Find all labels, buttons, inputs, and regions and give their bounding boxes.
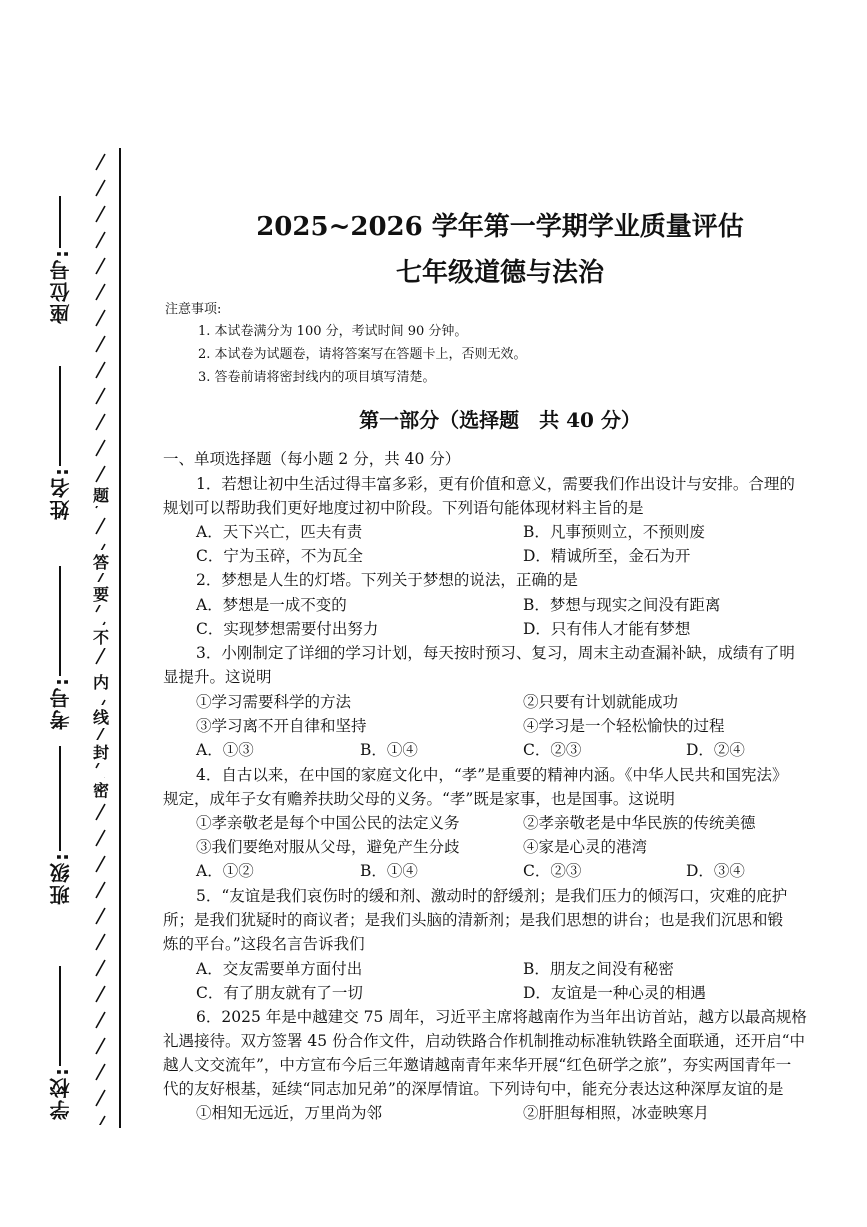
seal-dash [96, 1038, 105, 1054]
seat-label: 座位号: [48, 248, 73, 324]
seat-field [40, 190, 80, 324]
seal-dash [96, 362, 105, 378]
question-3-option-a: A．①③ [196, 741, 254, 759]
question-1-option-b: B．凡事预则立，不预则废 [523, 523, 705, 541]
question-3-statement-2: ②只要有计划就能成功 [523, 693, 679, 711]
question-3-statement-4: ④学习是一个轻松愉快的过程 [523, 717, 725, 735]
subject-title: 七年级道德与法治 [395, 258, 604, 288]
seal-dash [96, 1012, 105, 1028]
class-blank-line [59, 746, 61, 851]
question-4-option-b: B．①④ [360, 862, 418, 880]
seal-dash [96, 856, 105, 872]
question-1-stem: 规划可以帮助我们更好地度过初中阶段。下列语句能体现材料主旨的是 [163, 499, 644, 517]
name-blank-line [59, 366, 61, 466]
note-item: 2. 本试卷为试题卷，请将答案写在答题卡上，否则无效。 [198, 347, 527, 362]
part-title: 第一部分（选择题 共 40 分） [359, 408, 641, 432]
question-5-option-b: B．朋友之间没有秘密 [523, 960, 674, 978]
seal-dash [96, 1064, 105, 1080]
exam-no-label: 考号: [48, 676, 73, 730]
question-2-option-c: C．实现梦想需要付出努力 [196, 620, 379, 638]
question-3-option-d: D．②④ [686, 741, 745, 759]
question-5-stem: 所；是我们犹疑时的商议者；是我们头脑的清新剂；是我们思想的讲台；也是我们沉思和锻 [163, 911, 784, 929]
question-1-option-c: C．宁为玉碎，不为瓦全 [196, 547, 363, 565]
question-3-statement-1: ①学习需要科学的方法 [196, 693, 352, 711]
seal-char: 不 [88, 625, 114, 648]
class-label: 班级: [48, 851, 73, 905]
question-6-stem: 代的友好根基，延续“同志加兄弟”的深厚情谊。下列诗句中，能充分表达这种深厚友谊的是 [163, 1080, 784, 1098]
seal-dash [96, 206, 105, 222]
school-blank-line [59, 966, 61, 1066]
seal-dash [96, 388, 105, 404]
question-3-option-b: B．①④ [360, 741, 418, 759]
seal-dash [96, 960, 105, 976]
seal-dash [96, 414, 105, 430]
seal-dash [96, 648, 105, 664]
question-3-stem: 3．小刚制定了详细的学习计划，每天按时预习、复习，周末主动查漏补缺，成绩有了明 [196, 644, 795, 662]
notes-heading: 注意事项: [165, 302, 222, 317]
seal-dash [96, 882, 105, 898]
question-5-option-d: D．友谊是一种心灵的相遇 [523, 984, 706, 1002]
seal-dash [96, 986, 105, 1002]
seal-char: 密 [88, 778, 114, 801]
question-4-statement-3: ③我们要绝对服从父母，避免产生分歧 [196, 838, 460, 856]
seal-dash [96, 284, 105, 300]
section-title: 一、单项选择题（每小题 2 分，共 40 分） [163, 450, 461, 468]
question-5-option-c: C．有了朋友就有了一切 [196, 984, 363, 1002]
question-1-option-a: A．天下兴亡，匹夫有责 [196, 523, 363, 541]
seal-dash [96, 1090, 105, 1106]
seal-dash [96, 310, 105, 326]
name-label: 姓名: [48, 466, 73, 520]
seal-char: 要 [88, 582, 114, 605]
seal-dash [96, 518, 105, 534]
class-field [40, 740, 80, 905]
seal-dash [96, 908, 105, 924]
question-6-stem: 越人文交流年”，中方宣布今后三年邀请越南青年来华开展“红色研学之旅”，夯实两国青年一 [163, 1056, 792, 1074]
question-6-stem: 礼遇接待。双方签署 45 份合作文件，启动铁路合作机制推动标准轨铁路全面联通，还开启“中 [163, 1032, 806, 1050]
seal-char: 封 [88, 740, 114, 763]
question-3-statement-3: ③学习离不开自律和坚持 [196, 717, 367, 735]
question-2-option-b: B．梦想与现实之间没有距离 [523, 596, 721, 614]
question-4-statement-1: ①孝亲敬老是每个中国公民的法定义务 [196, 814, 460, 832]
question-4-stem: 规定，成年子女有赡养扶助父母的义务。“孝”既是家事，也是国事。这说明 [163, 790, 675, 808]
seal-dash [96, 466, 105, 482]
seal-dash [96, 934, 105, 950]
question-3-stem: 显提升。这说明 [163, 668, 272, 686]
seal-dash [96, 440, 105, 456]
exam-no-field [40, 560, 80, 730]
seat-blank-line [59, 196, 61, 248]
note-item: 1. 本试卷满分为 100 分，考试时间 90 分钟。 [198, 324, 468, 339]
question-5-stem: 炼的平台。”这段名言告诉我们 [163, 935, 365, 953]
note-item: 3. 答卷前请将密封线内的项目填写清楚。 [198, 370, 436, 385]
question-6-statement-2: ②肝胆每相照，冰壶映寒月 [523, 1104, 710, 1122]
question-4-option-d: D．③④ [686, 862, 745, 880]
question-2-option-d: D．只有伟人才能有梦想 [523, 620, 691, 638]
seal-char: 内 [88, 670, 114, 693]
question-6-stem: 6．2025 年是中越建交 75 周年，习近平主席将越南作为当年出访首站，越方以最高规格 [196, 1008, 807, 1026]
binding-line [119, 148, 121, 1128]
question-6-statement-1: ①相知无远近，万里尚为邻 [196, 1104, 383, 1122]
seal-dash [96, 154, 105, 170]
seal-dash [96, 258, 105, 274]
question-2-stem: 2．梦想是人生的灯塔。下列关于梦想的说法，正确的是 [196, 571, 578, 589]
seal-dash [96, 232, 105, 248]
name-field [40, 360, 80, 520]
question-4-statement-4: ④家是心灵的港湾 [523, 838, 648, 856]
seal-dash [96, 1116, 105, 1125]
question-4-statement-2: ②孝亲敬老是中华民族的传统美德 [523, 814, 756, 832]
seal-dash [96, 804, 105, 820]
school-field [40, 960, 80, 1120]
question-1-stem: 1．若想让初中生活过得丰富多彩，更有价值和意义，需要我们作出设计与安排。合理的 [196, 475, 795, 493]
question-3-option-c: C．②③ [523, 741, 582, 759]
question-4-option-c: C．②③ [523, 862, 582, 880]
exam-no-blank-line [59, 566, 61, 676]
seal-char: 题 [88, 483, 114, 506]
seal-dash [96, 830, 105, 846]
question-4-option-a: A．①② [196, 862, 254, 880]
school-label: 学校: [48, 1066, 73, 1120]
seal-dash [96, 336, 105, 352]
question-4-stem: 4．自古以来，在中国的家庭文化中，“孝”是重要的精神内涵。《中华人民共和国宪法》 [196, 766, 788, 784]
question-5-option-a: A．交友需要单方面付出 [196, 960, 363, 978]
question-2-option-a: A．梦想是一成不变的 [196, 596, 347, 614]
question-5-stem: 5．“友谊是我们哀伤时的缓和剂、激动时的舒缓剂；是我们压力的倾泻口，灾难的庇护 [196, 887, 788, 905]
seal-dash [96, 180, 105, 196]
seal-char: 线 [88, 705, 114, 728]
exam-title: 2025~2026 学年第一学期学业质量评估 [256, 212, 744, 242]
question-1-option-d: D．精诚所至，金石为开 [523, 547, 691, 565]
seal-char: 答 [88, 550, 114, 573]
